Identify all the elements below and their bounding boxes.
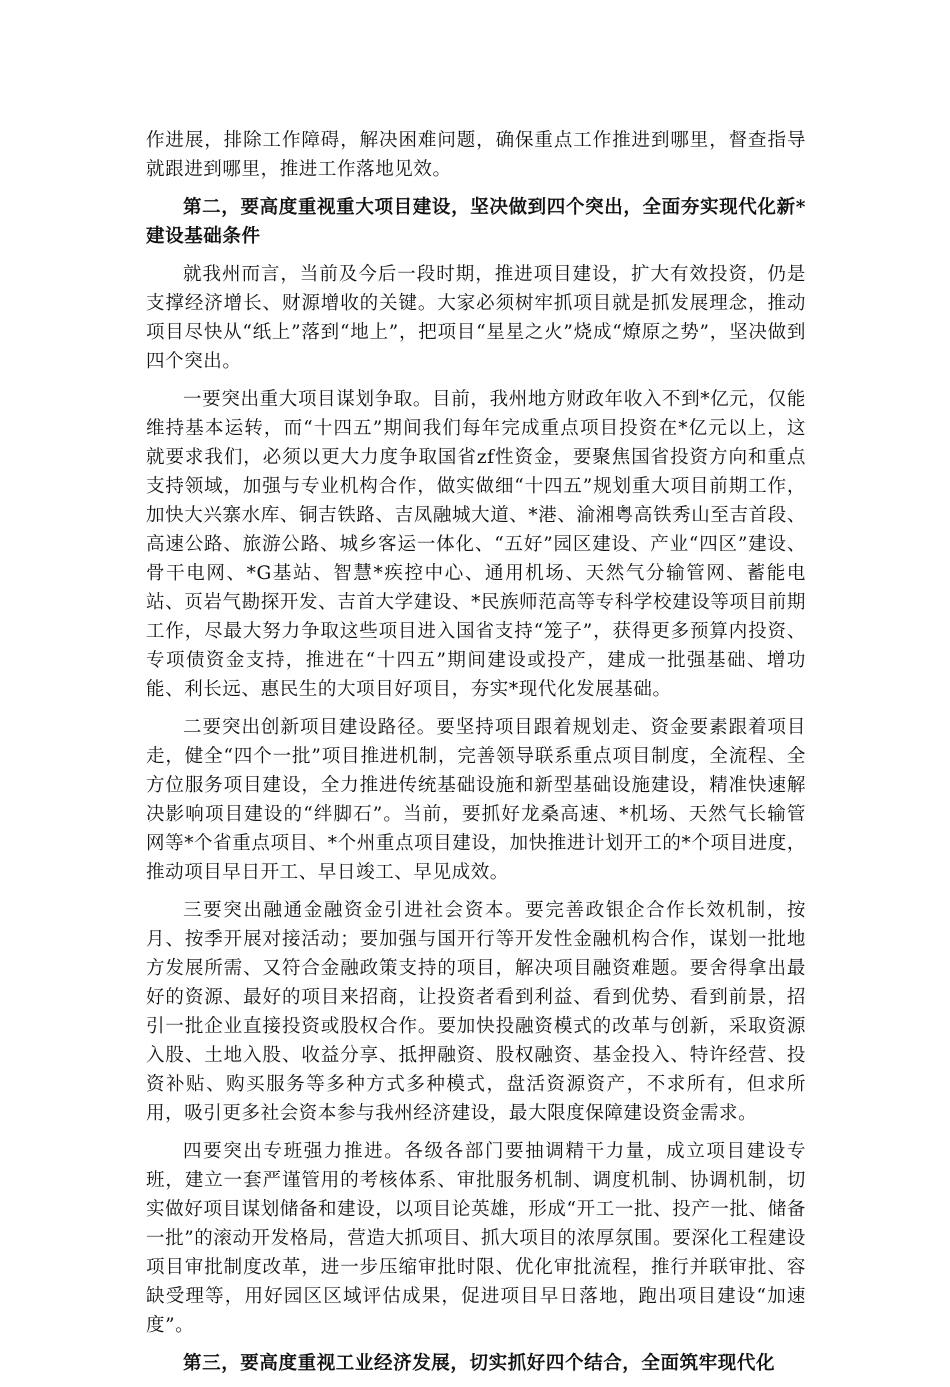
section-heading-third: 第三，要高度重视工业经济发展，切实抓好四个结合，全面筑牢现代化 [183, 1353, 776, 1374]
paragraph-intro: 就我州而言，当前及今后一段时期，推进项目建设，扩大有效投资，仍是支撑经济增长、财源增收的关键。大家必须树牢抓项目就是抓发展理念，推动项目尽快从“纸上”落到“地上”，把项目“星星之火”烧成“燎原之势”，坚决做到四个突出。 [146, 264, 806, 372]
document-page [146, 126, 806, 1387]
paragraph-point-four: 四要突出专班强力推进。各级各部门要抽调精干力量，成立项目建设专班，建立一套严谨管用的考核体系、审批服务机制、调度机制、协调机制，切实做好项目谋划储备和建设，以项目论英雄，形成“开工一批、投产一批、储备一批”的滚动开发格局，营造大抓项目、抓大项目的浓厚氛围。要深化工程建设项目审批制度改革，进一步压缩审批时限、优化审批流程，推行并联审批、容缺受理等，用好园区区域评估成果，促进项目早日落地，跑出项目建设“加速度”。 [146, 1141, 806, 1336]
paragraph-point-one: 一要突出重大项目谋划争取。目前，我州地方财政年收入不到*亿元，仅能维持基本运转，而“十四五”期间我们每年完成重点项目投资在*亿元以上，这就要求我们，必须以更大力度争取国省zf性资金，要聚焦国省投资方向和重点支持领域，加强与专业机构合作，做实做细“十四五”规划重大项目前期工作，加快大兴寨水库、铜吉铁路、吉凤融城大道、*港、渝湘粤高铁秀山至吉首段、高速公路、旅游公路、城乡客运一体化、“五好”园区建设、产业“四区”建设、骨干电网、*G基站、智慧*疾控中心、通用机场、天然气分输管网、蓄能电站、页岩气勘探开发、吉首大学建设、*民族师范高等专科学校建设等项目前期工作，尽最大努力争取这些项目进入国省支持“笼子”，获得更多预算内投资、专项债资金支持，推进在“十四五”期间建设或投产，建成一批强基础、增功能、利长远、惠民生的大项目好项目，夯实*现代化发展基础。 [146, 389, 806, 700]
paragraph-continued: 作进展，排除工作障碍，解决困难问题，确保重点工作推进到哪里，督查指导就跟进到哪里，推进工作落地见效。 [146, 130, 806, 180]
paragraph-point-three: 三要突出融通金融资金引进社会资本。要完善政银企合作长效机制，按月、按季开展对接活动；要加强与国开行等开发性金融机构合作，谋划一批地方发展所需、又符合金融政策支持的项目，解决项目融资难题。要舍得拿出最好的资源、最好的项目来招商，让投资者看到利益、看到优势、看到前景，招引一批企业直接投资或股权合作。要加快投融资模式的改革与创新，采取资源入股、土地入股、收益分享、抵押融资、股权融资、基金投入、特许经营、投资补贴、购买服务等多种方式多种模式，盘活资源资产，不求所有，但求所用，吸引更多社会资本参与我州经济建设，最大限度保障建设资金需求。 [146, 900, 806, 1124]
paragraph-point-two: 二要突出创新项目建设路径。要坚持项目跟着规划走、资金要素跟着项目走，健全“四个一批”项目推进机制，完善领导联系重点项目制度，全流程、全方位服务项目建设，全力推进传统基础设施和新型基础设施建设，精准快速解决影响项目建设的“绊脚石”。当前，要抓好龙桑高速、*机场、天然气长输管网等*个省重点项目、*个州重点项目建设，加快推进计划开工的*个项目进度，推动项目早日开工、早日竣工、早见成效。 [146, 717, 806, 883]
section-heading-second: 第二，要高度重视重大项目建设，坚决做到四个突出，全面夯实现代化新*建设基础条件 [146, 197, 806, 247]
